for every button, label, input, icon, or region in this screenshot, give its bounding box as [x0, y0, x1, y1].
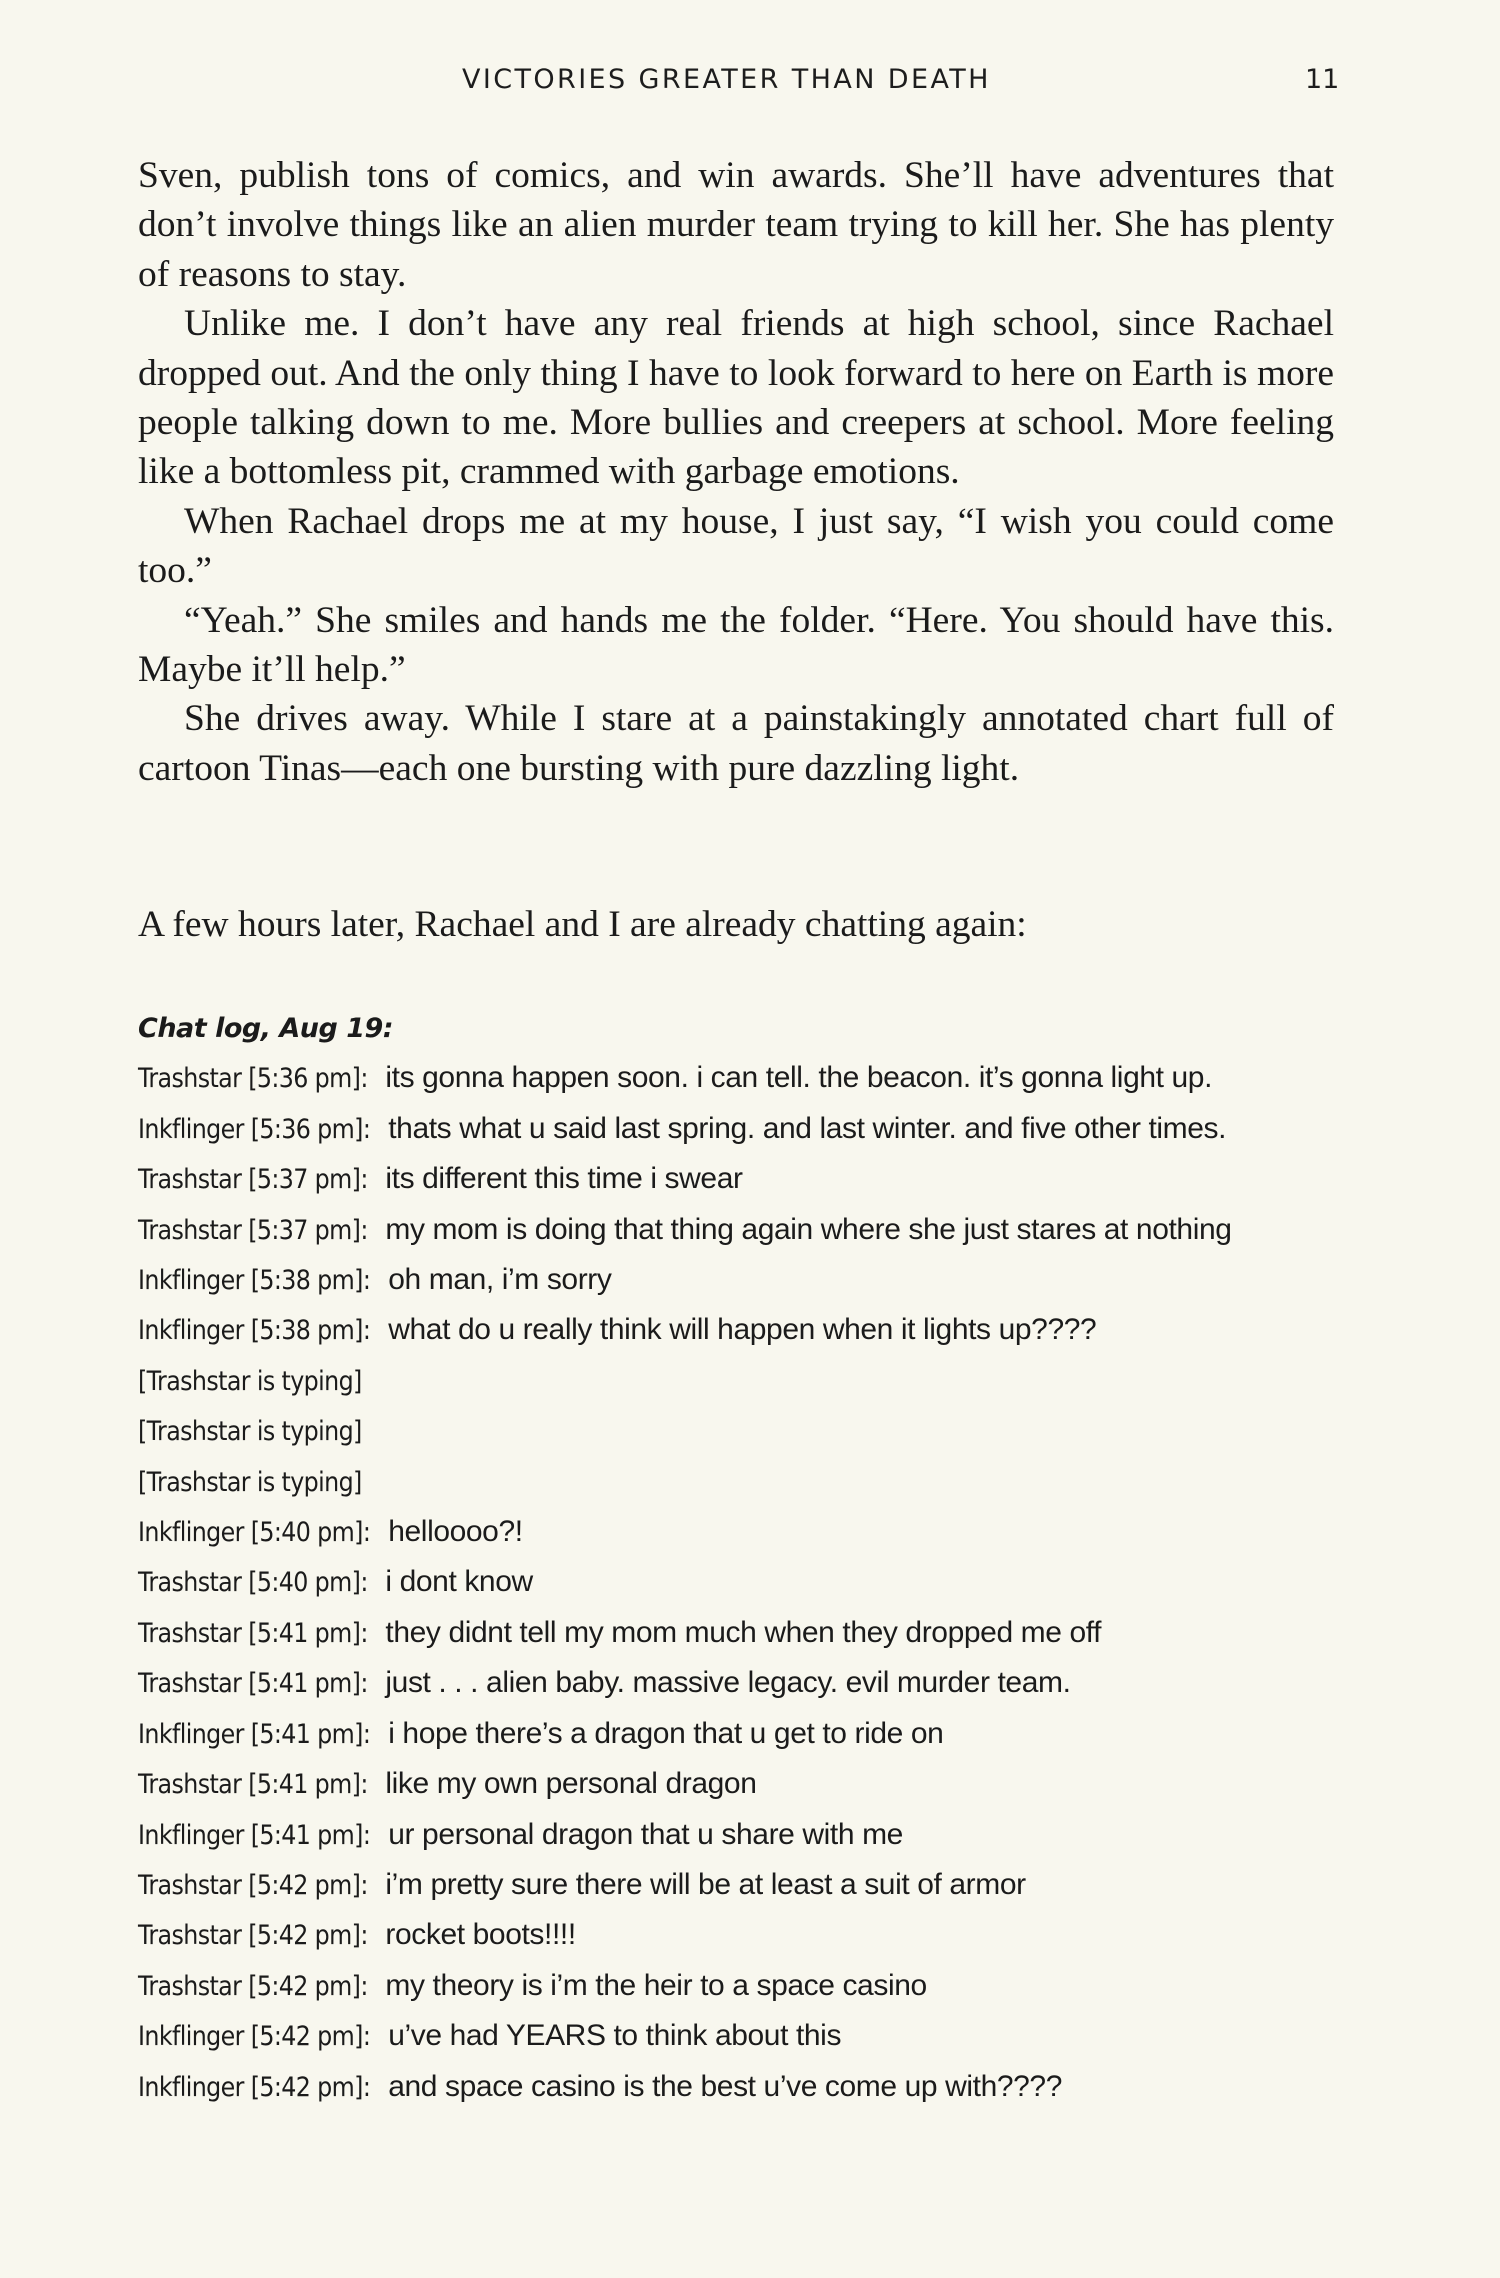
chat-line	[138, 1154, 1334, 1204]
page-number: 11	[1305, 64, 1340, 95]
chat-speaker: Trashstar [5:40 pm]:	[138, 1567, 368, 1599]
section-lead: A few hours later, Rachael and I are already chatting again:	[138, 904, 1027, 945]
chat-line	[138, 1305, 1334, 1355]
chat-speaker: Trashstar [5:37 pm]:	[138, 1214, 368, 1246]
running-head: VICTORIES GREATER THAN DEATH	[462, 64, 991, 95]
chat-message: i dont know	[385, 1565, 533, 1599]
chat-message: they didnt tell my mom much when they dropped me off	[385, 1615, 1102, 1649]
chat-line	[138, 1810, 1334, 1860]
chat-line	[138, 1860, 1334, 1910]
chat-message: helloooo?!	[388, 1515, 523, 1549]
chat-speaker: Trashstar [5:41 pm]:	[138, 1769, 368, 1801]
chat-message: my mom is doing that thing again where she just stares at nothing	[385, 1212, 1232, 1246]
chat-line	[138, 1104, 1334, 1154]
chat-message: u’ve had YEARS to think about this	[388, 2019, 842, 2053]
paragraph: She drives away. While I stare at a painstakingly annotated chart full of cartoon Tinas—each one bursting with pure dazzling light.	[138, 698, 1334, 789]
chat-speaker: Inkflinger [5:40 pm]:	[138, 1517, 371, 1549]
chat-speaker: Trashstar [5:41 pm]:	[138, 1617, 368, 1649]
chat-line	[138, 1961, 1334, 2011]
chat-line	[138, 1053, 1334, 1103]
chat-speaker: Inkflinger [5:42 pm]:	[138, 2021, 371, 2053]
chat-speaker: Inkflinger [5:41 pm]:	[138, 1819, 371, 1851]
chat-speaker: Trashstar [5:36 pm]:	[138, 1063, 368, 1095]
chat-line	[138, 1406, 1334, 1456]
typing-indicator: [Trashstar is typing]	[138, 1466, 362, 1498]
chat-message: rocket boots!!!!	[385, 1918, 576, 1952]
chat-message: my theory is i’m the heir to a space casino	[385, 1968, 927, 2002]
chat-line	[138, 1205, 1334, 1255]
chat-message: what do u really think will happen when it lights up????	[388, 1313, 1097, 1347]
chat-speaker: Inkflinger [5:42 pm]:	[138, 2071, 371, 2103]
paragraph: Sven, publish tons of comics, and win awards. She’ll have adventures that don’t involve things like an alien murder team trying to kill her. She has plenty of reasons to stay.	[138, 155, 1334, 295]
chat-line	[138, 1759, 1334, 1809]
chat-line	[138, 1709, 1334, 1759]
chat-line	[138, 1910, 1334, 1960]
chat-line	[138, 2011, 1334, 2061]
chat-line	[138, 1557, 1334, 1607]
chat-message: just . . . alien baby. massive legacy. evil murder team.	[385, 1666, 1071, 1700]
chat-line	[138, 1457, 1334, 1507]
prose-body	[138, 151, 1334, 793]
chat-line	[138, 1608, 1334, 1658]
chat-log-title: Chat log, Aug 19:	[138, 1013, 394, 1044]
typing-indicator: [Trashstar is typing]	[138, 1416, 362, 1448]
chat-speaker: Trashstar [5:37 pm]:	[138, 1164, 368, 1196]
chat-message: ur personal dragon that u share with me	[388, 1817, 903, 1851]
chat-speaker: Trashstar [5:41 pm]:	[138, 1668, 368, 1700]
paragraph: When Rachael drops me at my house, I just say, “I wish you could come too.”	[138, 500, 1334, 592]
chat-message: i hope there’s a dragon that u get to ride on	[388, 1716, 944, 1750]
typing-indicator: [Trashstar is typing]	[138, 1365, 362, 1397]
chat-message: like my own personal dragon	[385, 1767, 757, 1801]
chat-speaker: Inkflinger [5:38 pm]:	[138, 1265, 371, 1297]
chat-speaker: Trashstar [5:42 pm]:	[138, 1869, 368, 1901]
chat-message: thats what u said last spring. and last winter. and five other times.	[388, 1111, 1227, 1145]
paragraph: “Yeah.” She smiles and hands me the folder. “Here. You should have this. Maybe it’ll help.”	[138, 599, 1334, 691]
chat-log	[138, 1004, 1334, 2112]
chat-lines	[138, 1053, 1334, 2112]
chat-message: its different this time i swear	[385, 1162, 743, 1196]
chat-message: its gonna happen soon. i can tell. the beacon. it’s gonna light up.	[385, 1061, 1213, 1095]
paragraph: Unlike me. I don’t have any real friends at high school, since Rachael dropped out. And the only thing I have to look forward to here on Earth is more people talking down to me. More bullies and creepers at school. More feeling like a bottomless pit, crammed with garbage emotions.	[138, 303, 1334, 493]
chat-message: and space casino is the best u’ve come up with????	[388, 2069, 1062, 2103]
chat-speaker: Inkflinger [5:36 pm]:	[138, 1113, 371, 1145]
chat-line	[138, 1356, 1334, 1406]
chat-speaker: Inkflinger [5:41 pm]:	[138, 1718, 371, 1750]
chat-message: i’m pretty sure there will be at least a suit of armor	[385, 1867, 1026, 1901]
chat-speaker: Trashstar [5:42 pm]:	[138, 1970, 368, 2002]
chat-message: oh man, i’m sorry	[388, 1263, 612, 1297]
chat-speaker: Inkflinger [5:38 pm]:	[138, 1315, 371, 1347]
chat-line	[138, 2062, 1334, 2112]
chat-speaker: Trashstar [5:42 pm]:	[138, 1920, 368, 1952]
chat-line	[138, 1255, 1334, 1305]
chat-line	[138, 1507, 1334, 1557]
chat-line	[138, 1658, 1334, 1708]
